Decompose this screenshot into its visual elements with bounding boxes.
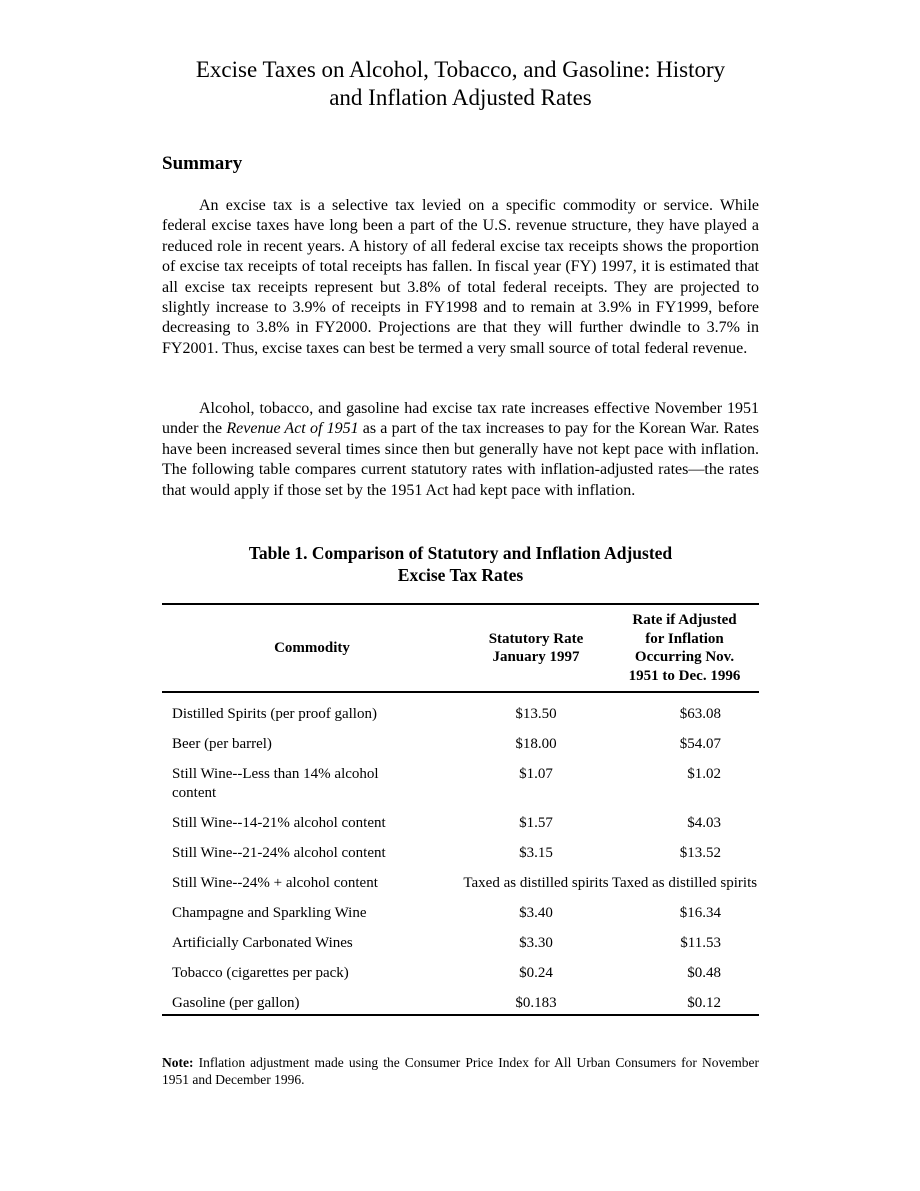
revenue-act-reference: Revenue Act of 1951 — [226, 420, 359, 438]
header-statutory-rate — [462, 604, 610, 692]
summary-paragraph-1: An excise tax is a selective tax levied on a specific commodity or service. While federal excise taxes have long been a part of the U.S. revenue structure, they have played a reduced role in recent years. A history of all federal excise tax receipts shows the proportion of excise tax receipts of total receipts has fallen. In fiscal year (FY) 1997, it is estimated that all excise tax receipts represent but 3.8% of total federal receipts. They are projected to slightly increase to 3.9% of receipts in FY1998 and to remain at 3.9% in FY1999, before decreasing to 3.8% in FY2000. Projections are that they will further dwindle to 3.7% in FY2001. Thus, excise taxes can best be termed a very small source of total federal revenue. — [162, 197, 759, 357]
header-adjusted-line-3: Occurring Nov. — [634, 649, 735, 665]
table-row — [162, 923, 759, 953]
document-title — [150, 56, 771, 112]
cell-commodity: Champagne and Sparkling Wine — [172, 905, 367, 921]
table-row — [162, 833, 759, 863]
paragraph-2-text-before: Alcohol, tobacco, and gasoline had excise tax rate increases effective November 1951 under the — [162, 400, 759, 438]
cell-commodity: Still Wine--Less than 14% alcohol content — [172, 766, 379, 801]
cell-adjusted: $54.07 — [679, 736, 721, 752]
summary-heading: Summary — [162, 153, 243, 174]
cell-adjusted: $11.53 — [680, 935, 721, 951]
table-title-line-2: Excise Tax Rates — [397, 565, 524, 585]
table-note — [162, 1054, 759, 1088]
table-body — [162, 692, 759, 1015]
cell-statutory: $1.07 — [519, 766, 553, 782]
header-statutory-line-2: January 1997 — [492, 649, 580, 665]
cell-adjusted: Taxed as distilled spirits — [611, 875, 758, 891]
table-header — [162, 604, 759, 692]
paragraph-2-text-after: as a part of the tax increases to pay for the Korean War. Rates have been increased several times since then but generally have not kept pace with inflation. The following table compares current statutory rates with inflation-adjusted rates—the rates that would apply if those set by the 1951 Act had kept pace with inflation. — [162, 420, 760, 499]
cell-commodity: Still Wine--21-24% alcohol content — [172, 845, 386, 861]
cell-adjusted: $13.52 — [679, 845, 721, 861]
header-adjusted-rate — [610, 604, 759, 692]
table-row — [162, 863, 759, 893]
cell-adjusted: $4.03 — [687, 815, 721, 831]
header-adjusted-line-1: Rate if Adjusted — [632, 612, 737, 628]
table-row — [162, 953, 759, 983]
cell-commodity: Still Wine--24% + alcohol content — [172, 875, 378, 891]
table-row — [162, 803, 759, 833]
table-row — [162, 724, 759, 754]
cell-statutory: $0.24 — [519, 965, 553, 981]
cell-statutory: Taxed as distilled spirits — [463, 875, 609, 891]
header-adjusted-line-2: for Inflation — [645, 630, 724, 647]
header-commodity: Commodity — [274, 639, 350, 656]
header-statutory-line-1: Statutory Rate — [488, 630, 584, 647]
cell-statutory: $0.183 — [462, 983, 610, 1015]
cell-adjusted: $16.34 — [679, 905, 721, 921]
cell-statutory: $3.30 — [519, 935, 553, 951]
cell-statutory: $1.57 — [519, 815, 553, 831]
cell-commodity: Still Wine--14-21% alcohol content — [172, 815, 386, 831]
excise-rates-table — [162, 603, 759, 1016]
table-row — [162, 754, 759, 803]
title-line-1: Excise Taxes on Alcohol, Tobacco, and Gasoline: History — [195, 57, 726, 82]
table-row — [162, 893, 759, 923]
cell-commodity: Tobacco (cigarettes per pack) — [172, 965, 349, 981]
cell-commodity: Distilled Spirits (per proof gallon) — [172, 706, 377, 722]
cell-adjusted: $63.08 — [679, 706, 721, 722]
cell-statutory: $3.40 — [519, 905, 553, 921]
table-title — [162, 542, 759, 586]
note-text: Inflation adjustment made using the Consumer Price Index for All Urban Consumers for November 1951 and December 1996. — [162, 1055, 759, 1087]
header-adjusted-line-4: 1951 to Dec. 1996 — [628, 667, 741, 684]
cell-adjusted: $1.02 — [687, 766, 721, 782]
header-row — [162, 604, 759, 692]
cell-commodity: Gasoline (per gallon) — [162, 983, 462, 1015]
summary-paragraph-2 — [162, 399, 759, 501]
cell-statutory: $13.50 — [515, 706, 557, 722]
table-title-line-1: Table 1. Comparison of Statutory and Inflation Adjusted — [248, 543, 673, 563]
table-row — [162, 983, 759, 1015]
cell-commodity: Beer (per barrel) — [172, 736, 272, 752]
table-row — [162, 692, 759, 724]
cell-commodity: Artificially Carbonated Wines — [172, 935, 353, 951]
title-line-2: and Inflation Adjusted Rates — [329, 85, 592, 110]
cell-adjusted: $0.48 — [687, 965, 721, 981]
cell-adjusted: $0.12 — [610, 983, 759, 1015]
cell-statutory: $3.15 — [519, 845, 553, 861]
cell-statutory: $18.00 — [515, 736, 557, 752]
note-label: Note: — [162, 1055, 194, 1070]
